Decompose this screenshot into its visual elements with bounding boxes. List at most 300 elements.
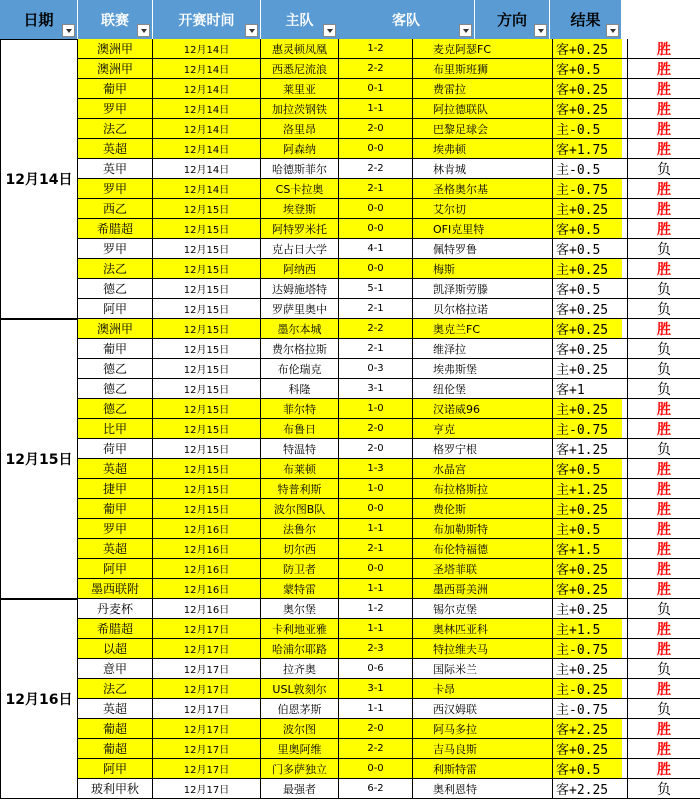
away-team-cell: 圣塔菲联: [413, 559, 553, 579]
home-team-cell: 拉齐奥: [261, 659, 339, 679]
header-home: [261, 0, 339, 39]
home-team-cell: 西悉尼流浪: [261, 59, 339, 79]
home-team-cell: 惠灵顿凤凰: [261, 39, 339, 59]
league-cell: 英超: [78, 139, 153, 159]
filter-dropdown-icon[interactable]: [137, 24, 150, 37]
score-cell: 6-2: [339, 779, 413, 799]
home-team-cell: 门多萨独立: [261, 759, 339, 779]
league-cell: 澳洲甲: [78, 39, 153, 59]
home-team-cell: 哈浦尔耶路: [261, 639, 339, 659]
home-team-cell: USL敦刻尔: [261, 679, 339, 699]
away-team-cell: 水晶宫: [413, 459, 553, 479]
away-team-cell: 埃弗斯堡: [413, 359, 553, 379]
direction-cell: 客+1.75: [553, 139, 628, 159]
home-team-cell: 布伦瑞克: [261, 359, 339, 379]
away-team-cell: 梅斯: [413, 259, 553, 279]
score-cell: 4-1: [339, 239, 413, 259]
league-cell: 英超: [78, 459, 153, 479]
table-row: [78, 599, 671, 619]
league-cell: 德乙: [78, 359, 153, 379]
score-cell: 2-0: [339, 439, 413, 459]
home-team-cell: 加拉茨钢铁: [261, 99, 339, 119]
away-team-cell: 佩特罗鲁: [413, 239, 553, 259]
table-row: [78, 159, 671, 179]
kickoff-time-cell: 12月17日: [153, 779, 261, 799]
header-date: [0, 0, 78, 39]
result-cell: 胜: [628, 79, 700, 99]
score-cell: 1-0: [339, 399, 413, 419]
table-row: [78, 539, 671, 559]
table-row: [78, 719, 671, 739]
score-cell: 0-1: [339, 79, 413, 99]
score-cell: 0-0: [339, 219, 413, 239]
kickoff-time-cell: 12月16日: [153, 579, 261, 599]
header-label: 结果: [570, 11, 601, 29]
direction-cell: 客+0.25: [553, 559, 628, 579]
away-team-cell: 特拉维夫马: [413, 639, 553, 659]
kickoff-time-cell: 12月14日: [153, 79, 261, 99]
result-cell: 负: [628, 339, 700, 359]
result-cell: 胜: [628, 639, 700, 659]
result-cell: 胜: [628, 119, 700, 139]
table-row: [78, 259, 671, 279]
table-row: [78, 519, 671, 539]
score-cell: 2-2: [339, 59, 413, 79]
score-cell: 3-1: [339, 679, 413, 699]
table-row: [78, 659, 671, 679]
home-team-cell: 达姆施塔特: [261, 279, 339, 299]
result-cell: 胜: [628, 99, 700, 119]
kickoff-time-cell: 12月15日: [153, 199, 261, 219]
league-cell: 法乙: [78, 679, 153, 699]
result-cell: 胜: [628, 739, 700, 759]
home-team-cell: 克占日大学: [261, 239, 339, 259]
header-away: [338, 0, 475, 39]
away-team-cell: 格罗宁根: [413, 439, 553, 459]
direction-cell: 客+0.25: [553, 339, 628, 359]
direction-cell: 客+0.5: [553, 59, 628, 79]
kickoff-time-cell: 12月14日: [153, 99, 261, 119]
score-cell: 2-1: [339, 339, 413, 359]
league-cell: 墨西联附: [78, 579, 153, 599]
direction-cell: 主-0.75: [553, 419, 628, 439]
result-cell: 胜: [628, 759, 700, 779]
score-cell: 0-0: [339, 759, 413, 779]
kickoff-time-cell: 12月15日: [153, 479, 261, 499]
score-cell: 5-1: [339, 279, 413, 299]
kickoff-time-cell: 12月14日: [153, 179, 261, 199]
home-team-cell: 法鲁尔: [261, 519, 339, 539]
away-team-cell: 利斯特雷: [413, 759, 553, 779]
direction-cell: 主+0.25: [553, 499, 628, 519]
direction-cell: 主+0.25: [553, 399, 628, 419]
away-team-cell: 锡尔克堡: [413, 599, 553, 619]
direction-cell: 客+2.25: [553, 719, 628, 739]
filter-dropdown-icon[interactable]: [459, 24, 472, 37]
direction-cell: 客+1.5: [553, 539, 628, 559]
home-team-cell: CS卡拉奥: [261, 179, 339, 199]
league-cell: 法乙: [78, 119, 153, 139]
direction-cell: 主+0.25: [553, 599, 628, 619]
score-cell: 2-1: [339, 179, 413, 199]
league-cell: 意甲: [78, 659, 153, 679]
direction-cell: 客+0.25: [553, 99, 628, 119]
direction-cell: 客+2.25: [553, 779, 628, 799]
league-cell: 玻利甲秋: [78, 779, 153, 799]
score-cell: 3-1: [339, 379, 413, 399]
league-cell: 西乙: [78, 199, 153, 219]
result-cell: 胜: [628, 499, 700, 519]
kickoff-time-cell: 12月17日: [153, 659, 261, 679]
away-team-cell: 阿拉德联队: [413, 99, 553, 119]
result-cell: 负: [628, 159, 700, 179]
table-row: [78, 179, 671, 199]
league-cell: 阿甲: [78, 299, 153, 319]
header-time: [153, 0, 261, 39]
away-team-cell: 西汉姆联: [413, 699, 553, 719]
kickoff-time-cell: 12月16日: [153, 519, 261, 539]
kickoff-time-cell: 12月15日: [153, 399, 261, 419]
away-team-cell: 费雷拉: [413, 79, 553, 99]
direction-cell: 主-0.75: [553, 179, 628, 199]
home-team-cell: 最强者: [261, 779, 339, 799]
header-label: 开赛时间: [178, 12, 235, 29]
home-team-cell: 奥尔堡: [261, 599, 339, 619]
result-cell: 胜: [628, 679, 700, 699]
score-cell: 0-0: [339, 199, 413, 219]
league-cell: 葡超: [78, 739, 153, 759]
league-cell: 法乙: [78, 259, 153, 279]
league-cell: 英超: [78, 539, 153, 559]
table-row: [78, 759, 671, 779]
away-team-cell: 墨西哥美洲: [413, 579, 553, 599]
home-team-cell: 洛里昂: [261, 119, 339, 139]
kickoff-time-cell: 12月14日: [153, 59, 261, 79]
table-row: [78, 99, 671, 119]
result-cell: 胜: [628, 199, 700, 219]
header-label: 联赛: [101, 12, 129, 29]
score-cell: 0-0: [339, 499, 413, 519]
result-cell: 胜: [628, 139, 700, 159]
score-cell: 0-0: [339, 259, 413, 279]
away-team-cell: 贝尔格拉诺: [413, 299, 553, 319]
result-cell: 胜: [628, 559, 700, 579]
away-team-cell: 巴黎足球会: [413, 119, 553, 139]
away-team-cell: 奥林匹亚科: [413, 619, 553, 639]
direction-cell: 客+0.5: [553, 279, 628, 299]
table-row: [78, 299, 671, 319]
kickoff-time-cell: 12月17日: [153, 759, 261, 779]
direction-cell: 客+0.5: [553, 459, 628, 479]
result-cell: 胜: [628, 419, 700, 439]
header-label: 客队: [392, 12, 420, 29]
league-cell: 澳洲甲: [78, 59, 153, 79]
filter-dropdown-icon[interactable]: [323, 24, 336, 37]
home-team-cell: 里奥阿维: [261, 739, 339, 759]
score-cell: 1-3: [339, 459, 413, 479]
direction-cell: 主+0.25: [553, 199, 628, 219]
away-team-cell: 卡昂: [413, 679, 553, 699]
league-cell: 阿甲: [78, 759, 153, 779]
score-cell: 2-2: [339, 319, 413, 339]
home-team-cell: 布鲁日: [261, 419, 339, 439]
away-team-cell: 吉马良斯: [413, 739, 553, 759]
direction-cell: 主-0.75: [553, 699, 628, 719]
header-label: 日期: [23, 11, 54, 29]
header-label: 主队: [285, 12, 314, 29]
league-cell: 德乙: [78, 399, 153, 419]
kickoff-time-cell: 12月15日: [153, 379, 261, 399]
result-cell: 负: [628, 779, 700, 799]
kickoff-time-cell: 12月14日: [153, 139, 261, 159]
kickoff-time-cell: 12月15日: [153, 339, 261, 359]
table-row: [78, 219, 671, 239]
result-cell: 负: [628, 439, 700, 459]
score-cell: 1-1: [339, 699, 413, 719]
kickoff-time-cell: 12月15日: [153, 259, 261, 279]
league-cell: 葡甲: [78, 79, 153, 99]
table-row: [78, 559, 671, 579]
kickoff-time-cell: 12月17日: [153, 719, 261, 739]
direction-cell: 客+0.25: [553, 299, 628, 319]
kickoff-time-cell: 12月16日: [153, 559, 261, 579]
score-cell: 0-0: [339, 139, 413, 159]
direction-cell: 主+0.25: [553, 659, 628, 679]
score-cell: 2-1: [339, 299, 413, 319]
home-team-cell: 波尔图: [261, 719, 339, 739]
header-label: 方向: [496, 11, 527, 29]
kickoff-time-cell: 12月15日: [153, 299, 261, 319]
kickoff-time-cell: 12月15日: [153, 499, 261, 519]
kickoff-time-cell: 12月15日: [153, 219, 261, 239]
league-cell: 丹麦杯: [78, 599, 153, 619]
direction-cell: 主+1.5: [553, 619, 628, 639]
filter-dropdown-icon[interactable]: [606, 24, 619, 37]
direction-cell: 主-0.5: [553, 159, 628, 179]
table-row: [78, 119, 671, 139]
result-cell: 胜: [628, 399, 700, 419]
league-cell: 罗甲: [78, 239, 153, 259]
league-cell: 澳洲甲: [78, 319, 153, 339]
kickoff-time-cell: 12月15日: [153, 239, 261, 259]
result-cell: 负: [628, 239, 700, 259]
away-team-cell: 凯泽斯劳滕: [413, 279, 553, 299]
league-cell: 阿甲: [78, 559, 153, 579]
score-cell: 2-2: [339, 159, 413, 179]
score-cell: 0-0: [339, 559, 413, 579]
header-league: [78, 0, 153, 39]
league-cell: 罗甲: [78, 99, 153, 119]
direction-cell: 主+0.25: [553, 359, 628, 379]
league-cell: 德乙: [78, 279, 153, 299]
home-team-cell: 阿纳西: [261, 259, 339, 279]
home-team-cell: 莱里亚: [261, 79, 339, 99]
home-team-cell: 卡利地亚雅: [261, 619, 339, 639]
direction-cell: 主+0.25: [553, 259, 628, 279]
home-team-cell: 罗萨里奥中: [261, 299, 339, 319]
away-team-cell: 布伦特福德: [413, 539, 553, 559]
league-cell: 罗甲: [78, 179, 153, 199]
kickoff-time-cell: 12月14日: [153, 159, 261, 179]
league-cell: 葡甲: [78, 499, 153, 519]
away-team-cell: 奥利恩特: [413, 779, 553, 799]
table-row: [78, 239, 671, 259]
home-team-cell: 防卫者: [261, 559, 339, 579]
score-cell: 2-1: [339, 539, 413, 559]
score-cell: 1-1: [339, 579, 413, 599]
result-cell: 负: [628, 599, 700, 619]
home-team-cell: 费尔格拉斯: [261, 339, 339, 359]
score-cell: 2-2: [339, 739, 413, 759]
league-cell: 希腊超: [78, 219, 153, 239]
filter-dropdown-icon[interactable]: [534, 24, 547, 37]
direction-cell: 客+0.25: [553, 319, 628, 339]
away-team-cell: 亨克: [413, 419, 553, 439]
kickoff-time-cell: 12月14日: [153, 119, 261, 139]
kickoff-time-cell: 12月17日: [153, 619, 261, 639]
direction-cell: 客+1: [553, 379, 628, 399]
direction-cell: 客+0.5: [553, 759, 628, 779]
away-team-cell: 布拉格斯拉: [413, 479, 553, 499]
away-team-cell: 林肯城: [413, 159, 553, 179]
away-team-cell: 汉诺威96: [413, 399, 553, 419]
kickoff-time-cell: 12月15日: [153, 319, 261, 339]
league-cell: 英甲: [78, 159, 153, 179]
league-cell: 英超: [78, 699, 153, 719]
table-row: [78, 499, 671, 519]
away-team-cell: 布加勒斯特: [413, 519, 553, 539]
score-cell: 2-3: [339, 639, 413, 659]
home-team-cell: 阿特罗米托: [261, 219, 339, 239]
filter-dropdown-icon[interactable]: [245, 24, 258, 37]
away-team-cell: 布里斯班狮: [413, 59, 553, 79]
result-cell: 负: [628, 699, 700, 719]
table-row: [78, 459, 671, 479]
direction-cell: 主-0.25: [553, 679, 628, 699]
direction-cell: 客+0.25: [553, 39, 628, 59]
direction-cell: 主-0.75: [553, 639, 628, 659]
away-team-cell: OFI克里特: [413, 219, 553, 239]
direction-cell: 客+0.25: [553, 739, 628, 759]
result-cell: 负: [628, 359, 700, 379]
table-row: [78, 379, 671, 399]
table-row: [78, 479, 671, 499]
table-row: [78, 699, 671, 719]
score-cell: 1-2: [339, 39, 413, 59]
result-cell: 胜: [628, 259, 700, 279]
away-team-cell: 圣格奥尔基: [413, 179, 553, 199]
kickoff-time-cell: 12月14日: [153, 39, 261, 59]
score-cell: 1-1: [339, 99, 413, 119]
table-row: [78, 59, 671, 79]
away-team-cell: 麦克阿瑟FC: [413, 39, 553, 59]
kickoff-time-cell: 12月16日: [153, 539, 261, 559]
table-row: [78, 399, 671, 419]
direction-cell: 客+0.25: [553, 579, 628, 599]
kickoff-time-cell: 12月17日: [153, 739, 261, 759]
score-cell: 2-0: [339, 119, 413, 139]
score-cell: 2-0: [339, 719, 413, 739]
date-group-cell: 12月14日: [0, 39, 78, 319]
table-row: [78, 739, 671, 759]
direction-cell: 客+1.25: [553, 439, 628, 459]
league-cell: 荷甲: [78, 439, 153, 459]
result-cell: 胜: [628, 319, 700, 339]
score-cell: 2-0: [339, 419, 413, 439]
score-cell: 1-2: [339, 599, 413, 619]
table-row: [78, 279, 671, 299]
result-cell: 胜: [628, 59, 700, 79]
table-row: [78, 579, 671, 599]
home-team-cell: 特普利斯: [261, 479, 339, 499]
kickoff-time-cell: 12月15日: [153, 459, 261, 479]
kickoff-time-cell: 12月15日: [153, 279, 261, 299]
direction-cell: 客+0.5: [553, 219, 628, 239]
result-cell: 胜: [628, 459, 700, 479]
direction-cell: 主+0.5: [553, 519, 628, 539]
score-cell: 1-1: [339, 519, 413, 539]
home-team-cell: 哈德斯菲尔: [261, 159, 339, 179]
home-team-cell: 埃登斯: [261, 199, 339, 219]
table-row: [78, 439, 671, 459]
kickoff-time-cell: 12月15日: [153, 359, 261, 379]
result-cell: 胜: [628, 719, 700, 739]
result-cell: 负: [628, 659, 700, 679]
away-team-cell: 国际米兰: [413, 659, 553, 679]
table-row: [78, 339, 671, 359]
result-cell: 胜: [628, 539, 700, 559]
result-cell: 胜: [628, 479, 700, 499]
away-team-cell: 费伦斯: [413, 499, 553, 519]
league-cell: 以超: [78, 639, 153, 659]
table-row: [78, 319, 671, 339]
header-result: [550, 0, 622, 39]
result-cell: 胜: [628, 39, 700, 59]
result-cell: 胜: [628, 619, 700, 639]
table-row: [78, 39, 671, 59]
league-cell: 希腊超: [78, 619, 153, 639]
kickoff-time-cell: 12月16日: [153, 599, 261, 619]
kickoff-time-cell: 12月17日: [153, 679, 261, 699]
score-cell: 1-1: [339, 619, 413, 639]
table-row: [78, 199, 671, 219]
result-cell: 胜: [628, 579, 700, 599]
table-row: [78, 419, 671, 439]
league-cell: 捷甲: [78, 479, 153, 499]
score-cell: 0-6: [339, 659, 413, 679]
home-team-cell: 特温特: [261, 439, 339, 459]
result-cell: 胜: [628, 519, 700, 539]
filter-dropdown-icon[interactable]: [62, 24, 75, 37]
score-cell: 0-3: [339, 359, 413, 379]
table-row: [78, 779, 671, 799]
home-team-cell: 菲尔特: [261, 399, 339, 419]
date-group-cell: 12月16日: [0, 599, 78, 799]
away-team-cell: 纽伦堡: [413, 379, 553, 399]
league-cell: 葡超: [78, 719, 153, 739]
kickoff-time-cell: 12月15日: [153, 419, 261, 439]
table-row: [78, 679, 671, 699]
league-cell: 葡甲: [78, 339, 153, 359]
result-cell: 胜: [628, 179, 700, 199]
league-cell: 德乙: [78, 379, 153, 399]
table-row: [78, 139, 671, 159]
home-team-cell: 阿森纳: [261, 139, 339, 159]
kickoff-time-cell: 12月17日: [153, 699, 261, 719]
result-cell: 负: [628, 299, 700, 319]
home-team-cell: 科隆: [261, 379, 339, 399]
table-row: [78, 359, 671, 379]
